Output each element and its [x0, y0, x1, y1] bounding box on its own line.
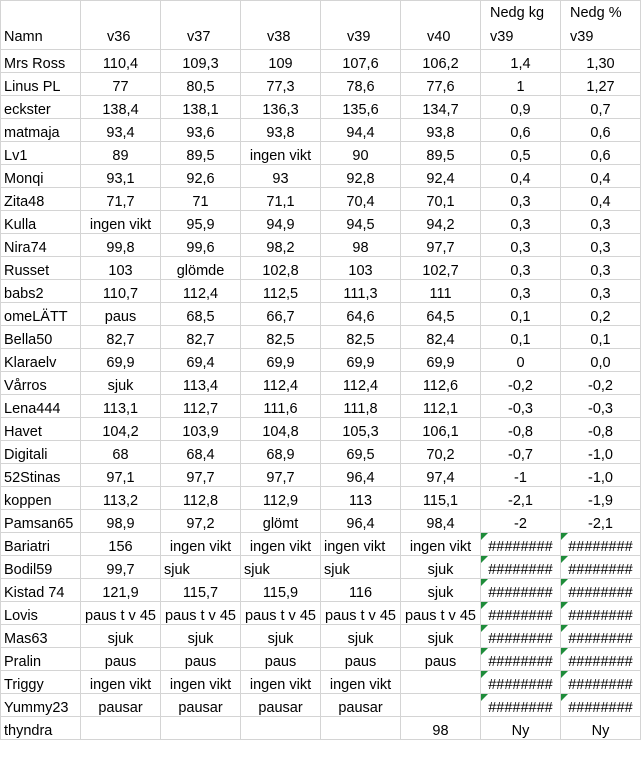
- cell-v40[interactable]: 106,1: [401, 418, 481, 441]
- cell-v38[interactable]: 112,5: [241, 280, 321, 303]
- cell-nedg-pct[interactable]: 0,3: [561, 234, 641, 257]
- table-row: [1, 188, 641, 211]
- cell-nedg-kg[interactable]: ########: [481, 533, 561, 556]
- cell-v39[interactable]: paus t v 45: [321, 602, 401, 625]
- cell-v37[interactable]: 115,7: [161, 579, 241, 602]
- cell-v36[interactable]: 89: [81, 142, 161, 165]
- cell-v38[interactable]: paus t v 45: [241, 602, 321, 625]
- table-row: [1, 303, 641, 326]
- cell-v38[interactable]: 136,3: [241, 96, 321, 119]
- cell-nedg-kg[interactable]: ########: [481, 579, 561, 602]
- cell-v38[interactable]: 112,4: [241, 372, 321, 395]
- cell-v36[interactable]: 104,2: [81, 418, 161, 441]
- cell-nedg-kg[interactable]: -1: [481, 464, 561, 487]
- cell-v40[interactable]: 92,4: [401, 165, 481, 188]
- cell-nedg-pct[interactable]: 0,2: [561, 303, 641, 326]
- cell-name[interactable]: Kulla: [1, 211, 81, 234]
- cell-v39[interactable]: 103: [321, 257, 401, 280]
- cell-nedg-pct[interactable]: 0,3: [561, 280, 641, 303]
- cell-v40[interactable]: 106,2: [401, 50, 481, 73]
- cell-nedg-kg[interactable]: 0,5: [481, 142, 561, 165]
- cell-v39[interactable]: 69,9: [321, 349, 401, 372]
- cell-nedg-pct[interactable]: ########: [561, 533, 641, 556]
- cell-v36[interactable]: ingen vikt: [81, 671, 161, 694]
- cell-name[interactable]: babs2: [1, 280, 81, 303]
- cell-nedg-kg[interactable]: 1,4: [481, 50, 561, 73]
- cell-nedg-kg[interactable]: -0,3: [481, 395, 561, 418]
- cell-v39[interactable]: 94,5: [321, 211, 401, 234]
- cell-nedg-kg[interactable]: -0,7: [481, 441, 561, 464]
- cell-v39[interactable]: 92,8: [321, 165, 401, 188]
- cell-v39[interactable]: 113: [321, 487, 401, 510]
- cell-name[interactable]: Linus PL: [1, 73, 81, 96]
- cell-v38[interactable]: 93,8: [241, 119, 321, 142]
- table-row: [1, 142, 641, 165]
- cell-v40[interactable]: sjuk: [401, 556, 481, 579]
- cell-v40[interactable]: 94,2: [401, 211, 481, 234]
- cell-v37[interactable]: paus t v 45: [161, 602, 241, 625]
- cell-name[interactable]: Russet: [1, 257, 81, 280]
- table-row: [1, 119, 641, 142]
- cell-v40[interactable]: 97,7: [401, 234, 481, 257]
- cell-v36[interactable]: 99,7: [81, 556, 161, 579]
- cell-v40[interactable]: 98,4: [401, 510, 481, 533]
- cell-v37[interactable]: 103,9: [161, 418, 241, 441]
- cell-v37[interactable]: 138,1: [161, 96, 241, 119]
- cell-v39[interactable]: 82,5: [321, 326, 401, 349]
- cell-nedg-kg[interactable]: -2,1: [481, 487, 561, 510]
- table-row: [1, 234, 641, 257]
- cell-v37[interactable]: 68,4: [161, 441, 241, 464]
- header-v36[interactable]: v36: [81, 1, 161, 50]
- cell-name[interactable]: Pralin: [1, 648, 81, 671]
- cell-v38[interactable]: 69,9: [241, 349, 321, 372]
- cell-v37[interactable]: 112,7: [161, 395, 241, 418]
- cell-v38[interactable]: [241, 717, 321, 740]
- cell-v40[interactable]: 70,1: [401, 188, 481, 211]
- cell-nedg-kg[interactable]: 0,1: [481, 326, 561, 349]
- cell-v40[interactable]: ingen vikt: [401, 533, 481, 556]
- cell-nedg-kg[interactable]: 0,3: [481, 280, 561, 303]
- cell-v39[interactable]: 107,6: [321, 50, 401, 73]
- cell-v36[interactable]: 69,9: [81, 349, 161, 372]
- cell-v37[interactable]: paus: [161, 648, 241, 671]
- cell-v40[interactable]: 112,1: [401, 395, 481, 418]
- cell-nedg-pct[interactable]: ########: [561, 602, 641, 625]
- table-row: [1, 395, 641, 418]
- cell-v36[interactable]: paus: [81, 303, 161, 326]
- cell-v37[interactable]: 82,7: [161, 326, 241, 349]
- cell-v39[interactable]: 94,4: [321, 119, 401, 142]
- cell-nedg-kg[interactable]: 0,3: [481, 211, 561, 234]
- table-row: [1, 671, 641, 694]
- cell-name[interactable]: koppen: [1, 487, 81, 510]
- cell-nedg-pct[interactable]: 0,3: [561, 257, 641, 280]
- cell-nedg-pct[interactable]: 1,30: [561, 50, 641, 73]
- cell-name[interactable]: Yummy23: [1, 694, 81, 717]
- header-v40[interactable]: v40: [401, 1, 481, 50]
- cell-nedg-kg[interactable]: ########: [481, 694, 561, 717]
- table-row: [1, 717, 641, 740]
- table-row: [1, 257, 641, 280]
- cell-v38[interactable]: 97,7: [241, 464, 321, 487]
- cell-v36[interactable]: 156: [81, 533, 161, 556]
- cell-v40[interactable]: 115,1: [401, 487, 481, 510]
- cell-v36[interactable]: 113,2: [81, 487, 161, 510]
- table-row: [1, 602, 641, 625]
- cell-v39[interactable]: paus: [321, 648, 401, 671]
- cell-v38[interactable]: 109: [241, 50, 321, 73]
- cell-v40[interactable]: [401, 694, 481, 717]
- header-nedg-kg-line2: v39: [490, 29, 514, 45]
- table-row: [1, 326, 641, 349]
- cell-v38[interactable]: 104,8: [241, 418, 321, 441]
- cell-nedg-kg[interactable]: 0,6: [481, 119, 561, 142]
- cell-v39[interactable]: 90: [321, 142, 401, 165]
- cell-v38[interactable]: glömt: [241, 510, 321, 533]
- table-row: [1, 349, 641, 372]
- table-row: [1, 372, 641, 395]
- cell-v38[interactable]: 66,7: [241, 303, 321, 326]
- cell-nedg-kg[interactable]: 0,3: [481, 188, 561, 211]
- table-row: [1, 96, 641, 119]
- cell-v37[interactable]: 112,4: [161, 280, 241, 303]
- cell-v37[interactable]: 71: [161, 188, 241, 211]
- cell-nedg-kg[interactable]: ########: [481, 602, 561, 625]
- cell-v36[interactable]: 113,1: [81, 395, 161, 418]
- header-name[interactable]: Namn: [1, 1, 81, 50]
- cell-nedg-kg[interactable]: -0,8: [481, 418, 561, 441]
- cell-v40[interactable]: [401, 671, 481, 694]
- cell-nedg-pct[interactable]: 0,0: [561, 349, 641, 372]
- cell-v40[interactable]: sjuk: [401, 625, 481, 648]
- cell-name[interactable]: matmaja: [1, 119, 81, 142]
- cell-v38[interactable]: ingen vikt: [241, 671, 321, 694]
- cell-v36[interactable]: 71,7: [81, 188, 161, 211]
- cell-name[interactable]: Lv1: [1, 142, 81, 165]
- cell-nedg-kg[interactable]: 0,3: [481, 257, 561, 280]
- cell-nedg-pct[interactable]: -0,2: [561, 372, 641, 395]
- cell-v36[interactable]: 68: [81, 441, 161, 464]
- cell-v37[interactable]: [161, 717, 241, 740]
- cell-v37[interactable]: 95,9: [161, 211, 241, 234]
- cell-v36[interactable]: 99,8: [81, 234, 161, 257]
- cell-nedg-pct[interactable]: 0,4: [561, 188, 641, 211]
- cell-v36[interactable]: paus: [81, 648, 161, 671]
- cell-v39[interactable]: 135,6: [321, 96, 401, 119]
- cell-v40[interactable]: 93,8: [401, 119, 481, 142]
- cell-v39[interactable]: ingen vikt: [321, 671, 401, 694]
- cell-v37[interactable]: pausar: [161, 694, 241, 717]
- cell-name[interactable]: Havet: [1, 418, 81, 441]
- cell-v38[interactable]: 102,8: [241, 257, 321, 280]
- cell-nedg-pct[interactable]: ########: [561, 671, 641, 694]
- cell-v38[interactable]: sjuk: [241, 625, 321, 648]
- cell-v39[interactable]: 111,3: [321, 280, 401, 303]
- table-row: [1, 464, 641, 487]
- cell-v40[interactable]: 77,6: [401, 73, 481, 96]
- table-row: [1, 211, 641, 234]
- cell-v38[interactable]: ingen vikt: [241, 533, 321, 556]
- cell-v37[interactable]: 97,2: [161, 510, 241, 533]
- cell-v39[interactable]: 111,8: [321, 395, 401, 418]
- cell-v40[interactable]: 82,4: [401, 326, 481, 349]
- cell-nedg-pct[interactable]: -2,1: [561, 510, 641, 533]
- table-row: [1, 625, 641, 648]
- cell-v37[interactable]: sjuk: [161, 625, 241, 648]
- cell-nedg-pct[interactable]: ########: [561, 556, 641, 579]
- cell-nedg-pct[interactable]: -1,0: [561, 464, 641, 487]
- cell-name[interactable]: Klaraelv: [1, 349, 81, 372]
- table-row: [1, 533, 641, 556]
- cell-nedg-pct[interactable]: -0,8: [561, 418, 641, 441]
- cell-v37[interactable]: 112,8: [161, 487, 241, 510]
- cell-nedg-pct[interactable]: ########: [561, 625, 641, 648]
- cell-v37[interactable]: 69,4: [161, 349, 241, 372]
- cell-v36[interactable]: 82,7: [81, 326, 161, 349]
- cell-nedg-pct[interactable]: 1,27: [561, 73, 641, 96]
- table-row: [1, 50, 641, 73]
- cell-v36[interactable]: 110,7: [81, 280, 161, 303]
- cell-nedg-pct[interactable]: 0,7: [561, 96, 641, 119]
- cell-v36[interactable]: 98,9: [81, 510, 161, 533]
- cell-name[interactable]: Mrs Ross: [1, 50, 81, 73]
- cell-v36[interactable]: 121,9: [81, 579, 161, 602]
- header-v38[interactable]: v38: [241, 1, 321, 50]
- cell-v37[interactable]: 80,5: [161, 73, 241, 96]
- cell-name[interactable]: Bella50: [1, 326, 81, 349]
- cell-v36[interactable]: 93,4: [81, 119, 161, 142]
- cell-nedg-pct[interactable]: 0,1: [561, 326, 641, 349]
- cell-v39[interactable]: 112,4: [321, 372, 401, 395]
- cell-v37[interactable]: 109,3: [161, 50, 241, 73]
- cell-nedg-kg[interactable]: 0,9: [481, 96, 561, 119]
- header-v39[interactable]: v39: [321, 1, 401, 50]
- header-v37[interactable]: v37: [161, 1, 241, 50]
- cell-name[interactable]: Bariatri: [1, 533, 81, 556]
- cell-v38[interactable]: sjuk: [241, 556, 321, 579]
- cell-nedg-kg[interactable]: 0,1: [481, 303, 561, 326]
- cell-v39[interactable]: 69,5: [321, 441, 401, 464]
- cell-v37[interactable]: 68,5: [161, 303, 241, 326]
- cell-v38[interactable]: ingen vikt: [241, 142, 321, 165]
- table-row: [1, 165, 641, 188]
- cell-v40[interactable]: 97,4: [401, 464, 481, 487]
- cell-v39[interactable]: 116: [321, 579, 401, 602]
- cell-v39[interactable]: pausar: [321, 694, 401, 717]
- cell-nedg-kg[interactable]: 0: [481, 349, 561, 372]
- table-row: [1, 648, 641, 671]
- cell-v37[interactable]: 89,5: [161, 142, 241, 165]
- cell-name[interactable]: Zita48: [1, 188, 81, 211]
- cell-v38[interactable]: 71,1: [241, 188, 321, 211]
- table-row: [1, 418, 641, 441]
- cell-name[interactable]: Mas63: [1, 625, 81, 648]
- cell-v37[interactable]: 97,7: [161, 464, 241, 487]
- cell-v38[interactable]: 98,2: [241, 234, 321, 257]
- cell-v38[interactable]: pausar: [241, 694, 321, 717]
- table-row: [1, 579, 641, 602]
- cell-v38[interactable]: 112,9: [241, 487, 321, 510]
- cell-v40[interactable]: 89,5: [401, 142, 481, 165]
- cell-v40[interactable]: paus: [401, 648, 481, 671]
- cell-v38[interactable]: 77,3: [241, 73, 321, 96]
- cell-v39[interactable]: sjuk: [321, 625, 401, 648]
- cell-v38[interactable]: paus: [241, 648, 321, 671]
- cell-v39[interactable]: [321, 717, 401, 740]
- cell-nedg-pct[interactable]: ########: [561, 694, 641, 717]
- cell-name[interactable]: omeLÄTT: [1, 303, 81, 326]
- cell-v40[interactable]: 64,5: [401, 303, 481, 326]
- header-row: [1, 1, 641, 50]
- cell-v40[interactable]: 111: [401, 280, 481, 303]
- cell-nedg-kg[interactable]: 0,3: [481, 234, 561, 257]
- cell-name[interactable]: Monqi: [1, 165, 81, 188]
- cell-v39[interactable]: 78,6: [321, 73, 401, 96]
- cell-nedg-kg[interactable]: -0,2: [481, 372, 561, 395]
- cell-v38[interactable]: 93: [241, 165, 321, 188]
- cell-v40[interactable]: 134,7: [401, 96, 481, 119]
- cell-nedg-pct[interactable]: -1,0: [561, 441, 641, 464]
- cell-nedg-kg[interactable]: ########: [481, 648, 561, 671]
- table-row: [1, 556, 641, 579]
- cell-nedg-pct[interactable]: 0,3: [561, 211, 641, 234]
- cell-nedg-kg[interactable]: ########: [481, 671, 561, 694]
- cell-v37[interactable]: 113,4: [161, 372, 241, 395]
- cell-v36[interactable]: 110,4: [81, 50, 161, 73]
- cell-nedg-pct[interactable]: 0,6: [561, 142, 641, 165]
- cell-v36[interactable]: 93,1: [81, 165, 161, 188]
- cell-v40[interactable]: 70,2: [401, 441, 481, 464]
- header-nedg-pct-line1: Nedg %: [570, 5, 622, 21]
- table-row: [1, 694, 641, 717]
- cell-v36[interactable]: sjuk: [81, 372, 161, 395]
- cell-v36[interactable]: sjuk: [81, 625, 161, 648]
- cell-v39[interactable]: 105,3: [321, 418, 401, 441]
- cell-name[interactable]: Pamsan65: [1, 510, 81, 533]
- cell-v36[interactable]: ingen vikt: [81, 211, 161, 234]
- cell-v40[interactable]: 112,6: [401, 372, 481, 395]
- cell-v37[interactable]: glömde: [161, 257, 241, 280]
- cell-v39[interactable]: 96,4: [321, 464, 401, 487]
- cell-v40[interactable]: sjuk: [401, 579, 481, 602]
- cell-nedg-pct[interactable]: ########: [561, 579, 641, 602]
- cell-name[interactable]: Bodil59: [1, 556, 81, 579]
- cell-v37[interactable]: 99,6: [161, 234, 241, 257]
- cell-v37[interactable]: 92,6: [161, 165, 241, 188]
- cell-v39[interactable]: 64,6: [321, 303, 401, 326]
- cell-nedg-pct[interactable]: Ny: [561, 717, 641, 740]
- cell-name[interactable]: Digitali: [1, 441, 81, 464]
- cell-v37[interactable]: sjuk: [161, 556, 241, 579]
- table-row: [1, 73, 641, 96]
- cell-v40[interactable]: 69,9: [401, 349, 481, 372]
- cell-v40[interactable]: paus t v 45: [401, 602, 481, 625]
- cell-nedg-kg[interactable]: Ny: [481, 717, 561, 740]
- cell-nedg-kg[interactable]: 1: [481, 73, 561, 96]
- header-nedg-pct-line2: v39: [570, 29, 594, 45]
- cell-v38[interactable]: 111,6: [241, 395, 321, 418]
- cell-nedg-kg[interactable]: 0,4: [481, 165, 561, 188]
- cell-v36[interactable]: 138,4: [81, 96, 161, 119]
- cell-v38[interactable]: 68,9: [241, 441, 321, 464]
- cell-v39[interactable]: ingen vikt: [321, 533, 401, 556]
- header-nedg-pct[interactable]: [561, 1, 641, 50]
- cell-v36[interactable]: pausar: [81, 694, 161, 717]
- cell-v38[interactable]: 115,9: [241, 579, 321, 602]
- cell-v40[interactable]: 102,7: [401, 257, 481, 280]
- cell-nedg-kg[interactable]: -2: [481, 510, 561, 533]
- cell-name[interactable]: Lena444: [1, 395, 81, 418]
- cell-name[interactable]: Nira74: [1, 234, 81, 257]
- cell-name[interactable]: Lovis: [1, 602, 81, 625]
- cell-name[interactable]: Triggy: [1, 671, 81, 694]
- cell-v36[interactable]: [81, 717, 161, 740]
- cell-v39[interactable]: 98: [321, 234, 401, 257]
- cell-nedg-pct[interactable]: 0,4: [561, 165, 641, 188]
- table-row: [1, 510, 641, 533]
- cell-nedg-pct[interactable]: -1,9: [561, 487, 641, 510]
- cell-v38[interactable]: 94,9: [241, 211, 321, 234]
- cell-v37[interactable]: 93,6: [161, 119, 241, 142]
- cell-v37[interactable]: ingen vikt: [161, 671, 241, 694]
- cell-nedg-pct[interactable]: 0,6: [561, 119, 641, 142]
- table-row: [1, 487, 641, 510]
- cell-v39[interactable]: sjuk: [321, 556, 401, 579]
- cell-nedg-pct[interactable]: ########: [561, 648, 641, 671]
- header-nedg-kg[interactable]: [481, 1, 561, 50]
- header-nedg-kg-line1: Nedg kg: [490, 5, 545, 21]
- cell-v37[interactable]: ingen vikt: [161, 533, 241, 556]
- cell-nedg-pct[interactable]: -0,3: [561, 395, 641, 418]
- cell-name[interactable]: thyndra: [1, 717, 81, 740]
- cell-nedg-kg[interactable]: ########: [481, 625, 561, 648]
- cell-v36[interactable]: 97,1: [81, 464, 161, 487]
- cell-name[interactable]: 52Stinas: [1, 464, 81, 487]
- cell-name[interactable]: Kistad 74: [1, 579, 81, 602]
- cell-v40[interactable]: 98: [401, 717, 481, 740]
- cell-v36[interactable]: 77: [81, 73, 161, 96]
- cell-name[interactable]: Vårros: [1, 372, 81, 395]
- table-row: [1, 441, 641, 464]
- table-row: [1, 280, 641, 303]
- cell-nedg-kg[interactable]: ########: [481, 556, 561, 579]
- cell-v36[interactable]: paus t v 45: [81, 602, 161, 625]
- cell-name[interactable]: eckster: [1, 96, 81, 119]
- cell-v36[interactable]: 103: [81, 257, 161, 280]
- cell-v39[interactable]: 70,4: [321, 188, 401, 211]
- cell-v38[interactable]: 82,5: [241, 326, 321, 349]
- cell-v39[interactable]: 96,4: [321, 510, 401, 533]
